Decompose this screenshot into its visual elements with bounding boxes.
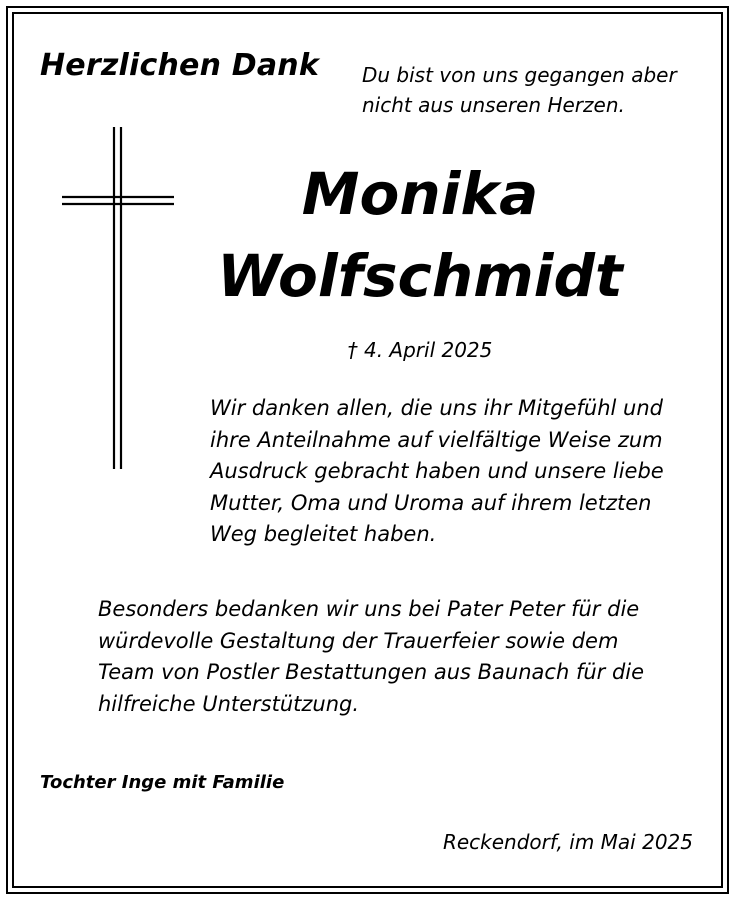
signature: Tochter Inge mit Familie [40, 772, 285, 793]
motto-line: nicht aus unseren Herzen. [362, 93, 625, 117]
place-date: Reckendorf, im Mai 2025 [442, 830, 693, 854]
motto [362, 60, 677, 120]
deceased-last-name: Wolfschmidt [217, 242, 623, 310]
special-thanks-line: würdevolle Gestaltung der Trauerfeier sowie dem [98, 628, 619, 653]
thanks-line: Ausdruck gebracht haben und unsere liebe [210, 459, 664, 483]
special-thanks-paragraph [98, 594, 644, 720]
latin-cross-icon [62, 127, 174, 469]
thanks-line: Weg begleitet haben. [210, 522, 437, 546]
notice-heading: Herzlichen Dank [40, 48, 320, 83]
special-thanks-line: hilfreiche Unterstützung. [98, 691, 360, 716]
deceased-first-name: Monika [301, 160, 539, 228]
thanks-line: Mutter, Oma und Uroma auf ihrem letzten [210, 490, 652, 515]
special-thanks-line: Besonders bedanken wir uns bei Pater Peter für die [98, 597, 640, 621]
thanks-line: Wir danken allen, die uns ihr Mitgefühl und [210, 396, 663, 420]
thanks-line: ihre Anteilnahme auf vielfältige Weise zum [210, 427, 663, 452]
motto-line: Du bist von uns gegangen aber [362, 63, 677, 87]
special-thanks-line: Team von Postler Bestattungen aus Baunach für die [98, 660, 645, 684]
death-date: † 4. April 2025 [347, 338, 493, 362]
thanks-paragraph [210, 393, 664, 551]
